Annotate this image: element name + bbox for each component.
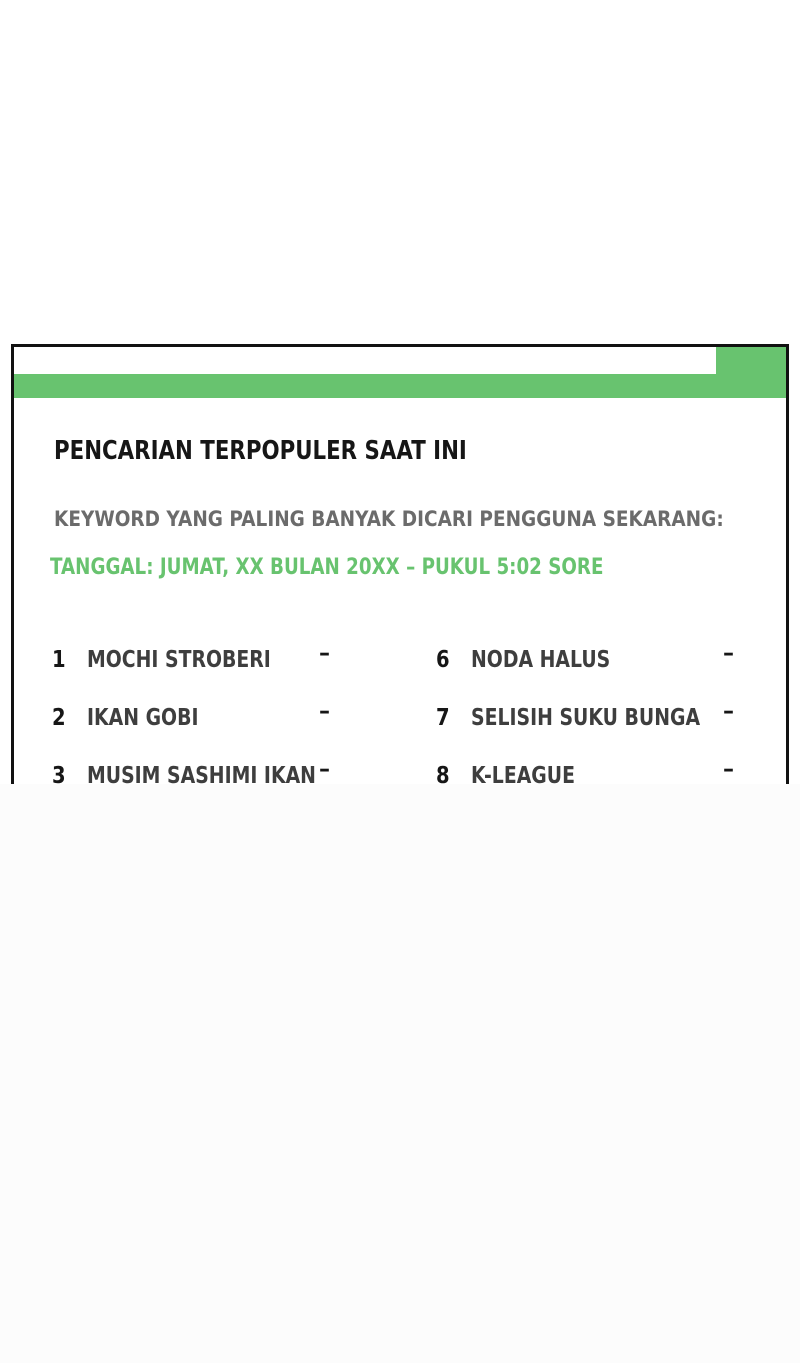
trend-dash-icon: – — [319, 757, 330, 782]
header-green-band — [14, 374, 786, 398]
keyword-label: K-LEAGUE — [471, 763, 575, 784]
panel-subtitle: KEYWORD YANG PALING BANYAK DICARI PENGGUNA SEKARANG: — [54, 507, 724, 531]
rank-number: 3 — [52, 763, 66, 784]
keyword-label: MOCHI STROBERI — [87, 647, 271, 673]
panel-title: PENCARIAN TERPOPULER SAAT INI — [54, 436, 467, 466]
trend-dash-icon: – — [319, 641, 330, 666]
rank-number: 2 — [52, 705, 66, 731]
ranking-item[interactable] — [436, 641, 756, 683]
trending-panel — [11, 344, 789, 784]
keyword-label: SELISIH SUKU BUNGA — [471, 705, 701, 731]
trending-panel-viewport — [0, 300, 800, 784]
ranking-item[interactable] — [436, 757, 756, 784]
rank-number: 7 — [436, 705, 450, 731]
trend-dash-icon: – — [319, 699, 330, 724]
ranking-item[interactable] — [436, 699, 756, 741]
keyword-label: MUSIM SASHIMI IKAN — [87, 763, 316, 784]
header-green-tab — [716, 347, 786, 374]
ranking-item[interactable] — [52, 641, 372, 683]
rank-number: 6 — [436, 647, 450, 673]
ranking-item[interactable] — [52, 757, 372, 784]
trend-dash-icon: – — [723, 699, 734, 724]
trend-dash-icon: – — [723, 757, 734, 782]
date-line: TANGGAL: JUMAT, XX BULAN 20XX – PUKUL 5:02 SORE — [50, 555, 604, 580]
trend-dash-icon: – — [723, 641, 734, 666]
ranking-item[interactable] — [52, 699, 372, 741]
blank-space-top — [0, 0, 800, 300]
keyword-label: IKAN GOBI — [87, 705, 199, 731]
rank-number: 1 — [52, 647, 66, 673]
rank-number: 8 — [436, 763, 450, 784]
keyword-label: NODA HALUS — [471, 647, 611, 673]
